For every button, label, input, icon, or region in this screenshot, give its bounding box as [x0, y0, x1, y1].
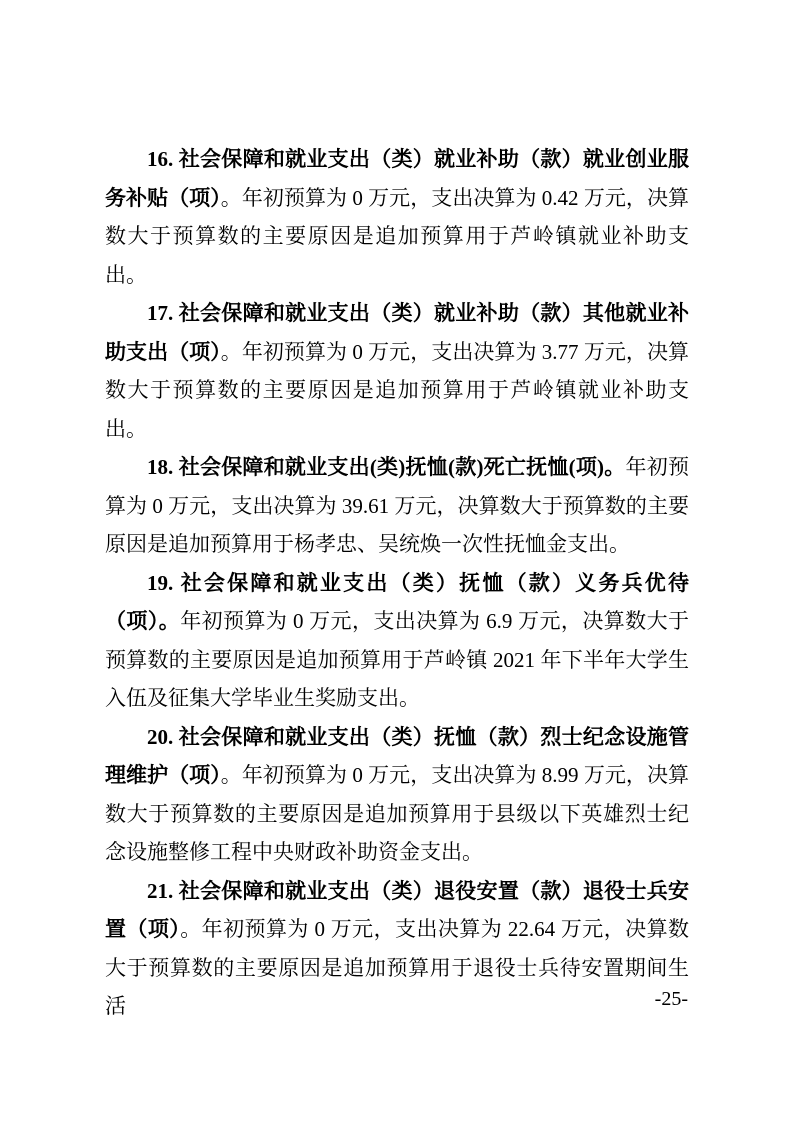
paragraph-item-21: [105, 872, 689, 1026]
paragraph-text: 。年初预算为 0 万元，支出决算为 0.42 万元，决算数大于预算数的主要原因是追加预算用于芦岭镇就业补助支出。: [105, 185, 690, 287]
paragraph-item-16: [105, 140, 689, 294]
paragraph-item-17: [105, 294, 689, 448]
paragraph-heading: 21. 社会保障和就业支出（类）退役安置（款）退役士兵安置（项）: [105, 878, 689, 941]
paragraph-text: 年初预算为 0 万元，支出决算为 6.9 万元，决算数大于预算数的主要原因是追加预算用于芦岭镇 2021 年下半年大学生入伍及征集大学毕业生奖励支出。: [105, 609, 690, 710]
paragraph-text: 。年初预算为 0 万元，支出决算为 22.64 万元，决算数大于预算数的主要原因是追加预算用于退役士兵待安置期间生活: [105, 917, 690, 1018]
page-number: -25-: [654, 988, 688, 1010]
document-body: [105, 140, 689, 1026]
paragraph-heading: 16. 社会保障和就业支出（类）就业补助（款）就业创业服务补贴（项）: [105, 147, 689, 210]
paragraph-heading: 20. 社会保障和就业支出（类）抚恤（款）烈士纪念设施管理维护（项）: [105, 724, 689, 787]
paragraph-text: 。年初预算为 0 万元，支出决算为 3.77 万元，决算数大于预算数的主要原因是追加预算用于芦岭镇就业补助支出。: [105, 339, 690, 441]
paragraph-text: 。年初预算为 0 万元，支出决算为 8.99 万元，决算数大于预算数的主要原因是追加预算用于县级以下英雄烈士纪念设施整修工程中央财政补助资金支出。: [105, 763, 690, 864]
paragraph-heading: 19. 社会保障和就业支出（类）抚恤（款）义务兵优待（项）。: [105, 570, 689, 633]
paragraph-item-19: [105, 564, 689, 718]
paragraph-item-20: [105, 718, 689, 872]
paragraph-text: 年初预算为 0 万元，支出决算为 39.61 万元，决算数大于预算数的主要原因是追加预算用于杨孝忠、吴统焕一次性抚恤金支出。: [105, 455, 689, 556]
paragraph-heading: 17. 社会保障和就业支出（类）就业补助（款）其他就业补助支出（项）: [105, 301, 689, 364]
paragraph-item-18: [105, 448, 689, 564]
paragraph-heading: 18. 社会保障和就业支出(类)抚恤(款)死亡抚恤(项)。: [147, 455, 626, 479]
